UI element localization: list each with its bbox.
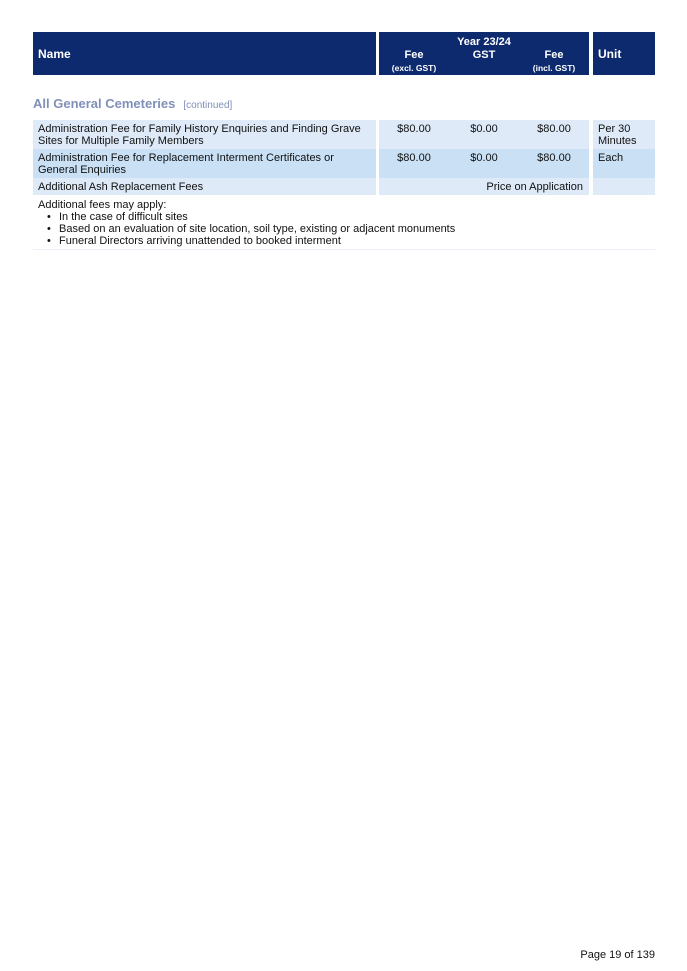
row-name: Administration Fee for Family History Enquiries and Finding Grave Sites for Multiple Family Members <box>33 120 376 149</box>
list-item: • Based on an evaluation of site location, soil type, existing or adjacent monuments <box>47 223 650 235</box>
table-row <box>33 120 655 149</box>
notes-block <box>33 195 655 250</box>
row-fee-incl: $80.00 <box>519 149 589 178</box>
header-fee-incl: Fee (incl. GST) <box>519 49 589 73</box>
header-fee-excl: Fee (excl. GST) <box>379 49 449 73</box>
row-unit: Each <box>593 149 655 178</box>
row-fee-incl: $80.00 <box>519 120 589 149</box>
row-fee-excl: $80.00 <box>379 149 449 178</box>
row-unit <box>593 178 655 195</box>
header-year: Year 23/24 <box>457 36 511 48</box>
row-unit: Per 30 Minutes <box>593 120 655 149</box>
table-header <box>33 32 655 75</box>
header-name: Name <box>33 32 376 75</box>
header-fee-incl-sub: (incl. GST) <box>532 63 576 73</box>
notes-list <box>38 211 650 247</box>
row-price-on-application: Price on Application <box>379 178 589 195</box>
row-gst: $0.00 <box>449 149 519 178</box>
header-gst: GST <box>472 49 496 61</box>
header-fee-excl-sub: (excl. GST) <box>391 63 437 73</box>
row-name: Administration Fee for Replacement Interment Certificates or General Enquiries <box>33 149 376 178</box>
header-year-group <box>379 32 589 75</box>
page-number: Page 19 of 139 <box>580 949 655 961</box>
section-title: All General Cemeteries [continued] <box>33 96 233 111</box>
list-item: • Funeral Directors arriving unattended to booked interment <box>47 235 650 247</box>
section-continued: [continued] <box>183 100 233 111</box>
row-name: Additional Ash Replacement Fees <box>33 178 376 195</box>
header-unit: Unit <box>593 32 655 75</box>
row-gst: $0.00 <box>449 120 519 149</box>
notes-intro: Additional fees may apply: <box>38 199 167 211</box>
table-row <box>33 178 655 195</box>
table-row <box>33 149 655 178</box>
list-item: • In the case of difficult sites <box>47 211 650 223</box>
row-fee-excl: $80.00 <box>379 120 449 149</box>
